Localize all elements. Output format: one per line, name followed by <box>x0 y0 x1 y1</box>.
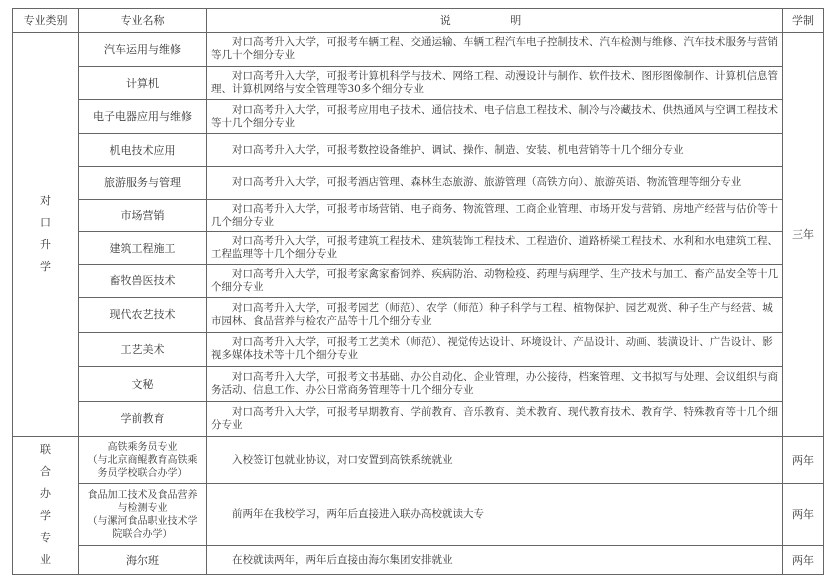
header-description: 说 明 <box>207 9 783 33</box>
years-cell: 两年 <box>783 436 824 483</box>
major-name-cell: 计算机 <box>79 66 207 100</box>
major-name-cell: 文秘 <box>79 367 207 402</box>
table-row <box>13 265 824 298</box>
major-description-cell: 对口高考升入大学，可报考市场营销、电子商务、物流管理、工商企业管理、市场开发与营销、房地产经营与估价等十几个细分专业 <box>207 199 783 232</box>
table-row <box>13 100 824 134</box>
major-description-cell: 对口高考升入大学，可报考早期教育、学前教育、音乐教育、美术教育、现代教育技术、教育学、特殊教育等十几个细分专业 <box>207 402 783 437</box>
table-row <box>13 436 824 483</box>
major-description-cell: 对口高考升入大学，可报考工艺美术（师范）、视觉传达设计、环境设计、产品设计、动画、装潢设计、广告设计、影视多媒体技术等十几个细分专业 <box>207 332 783 367</box>
table-row <box>13 232 824 265</box>
table-row <box>13 367 824 402</box>
major-name-cell: 工艺美术 <box>79 332 207 367</box>
table-row <box>13 402 824 437</box>
category-cell <box>13 436 79 574</box>
table-row <box>13 33 824 67</box>
major-name-cell: 畜牧兽医技术 <box>79 265 207 298</box>
major-name-cell: 旅游服务与管理 <box>79 166 207 199</box>
major-description-cell: 对口高考升入大学，可报考家禽家畜饲养、疾病防治、动物检疫、药理与病理学、生产技术与加工、畜产品安全等十几个细分专业 <box>207 265 783 298</box>
majors-table <box>12 8 824 575</box>
major-name-cell: 海尔班 <box>79 546 207 575</box>
major-description-cell: 对口高考升入大学，可报考应用电子技术、通信技术、电子信息工程技术、制冷与冷藏技术、供热通风与空调工程技术等十几个细分专业 <box>207 100 783 134</box>
major-name-cell: 高铁乘务员专业 （与北京商鲲教育高铁乘务员学校联合办学） <box>79 436 207 483</box>
category-label: 对口升学 <box>40 194 51 274</box>
table-row <box>13 166 824 199</box>
major-name-cell: 食品加工技术及食品营养与检测专业 （与漯河食品职业技术学院联合办学） <box>79 484 207 546</box>
table-row <box>13 66 824 100</box>
major-description-cell: 在校就读两年，两年后直接由海尔集团安排就业 <box>207 546 783 575</box>
table-row <box>13 546 824 575</box>
major-description-cell: 对口高考升入大学，可报考车辆工程、交通运输、车辆工程汽车电子控制技术、汽车检测与维修、汽车技术服务与营销等几十个细分专业 <box>207 33 783 67</box>
category-cell <box>13 33 79 437</box>
table-row <box>13 199 824 232</box>
major-name-cell: 汽车运用与维修 <box>79 33 207 67</box>
major-description-cell: 前两年在我校学习，两年后直接进入联办高校就读大专 <box>207 484 783 546</box>
category-label: 联合办学专业 <box>40 443 51 567</box>
major-description-cell: 对口高考升入大学，可报考酒店管理、森林生态旅游、旅游管理（高铁方向）、旅游英语、物流管理等细分专业 <box>207 166 783 199</box>
years-cell: 两年 <box>783 484 824 546</box>
table-row <box>13 297 824 332</box>
major-name-cell: 现代农艺技术 <box>79 297 207 332</box>
header-row <box>13 9 824 33</box>
major-name-cell: 机电技术应用 <box>79 134 207 167</box>
major-description-cell: 对口高考升入大学，可报考文书基础、办公自动化、企业管理，办公接待，档案管理、文书拟写与处理、会议组织与商务活动、信息工作、办公日常商务管理等十几个细分专业 <box>207 367 783 402</box>
years-cell: 两年 <box>783 546 824 575</box>
major-description-cell: 对口高考升入大学，可报考数控设备维护、调试、操作、制造、安装、机电营销等十几个细分专业 <box>207 134 783 167</box>
major-name-cell: 电子电器应用与维修 <box>79 100 207 134</box>
header-name: 专业名称 <box>79 9 207 33</box>
table-row <box>13 332 824 367</box>
header-category: 专业类别 <box>13 9 79 33</box>
major-name-cell: 学前教育 <box>79 402 207 437</box>
major-description-cell: 入校签订包就业协议，对口安置到高铁系统就业 <box>207 436 783 483</box>
major-name-cell: 建筑工程施工 <box>79 232 207 265</box>
major-description-cell: 对口高考升入大学，可报考计算机科学与技术、网络工程、动漫设计与制作、软件技术、图形图像制作、计算机信息管理、计算机网络与安全管理等30多个细分专业 <box>207 66 783 100</box>
major-description-cell: 对口高考升入大学，可报考园艺（师范）、农学（师范）种子科学与工程、植物保护、园艺观赏、种子生产与经营、城市园林、食品营养与检农产品等十几个细分专业 <box>207 297 783 332</box>
major-description-cell: 对口高考升入大学，可报考建筑工程技术、建筑装饰工程技术、工程造价、道路桥梁工程技术、水利和水电建筑工程、工程监理等十几个细分专业 <box>207 232 783 265</box>
table-row <box>13 484 824 546</box>
major-name-cell: 市场营销 <box>79 199 207 232</box>
header-years: 学制 <box>783 9 824 33</box>
table-row <box>13 134 824 167</box>
years-cell: 三年 <box>783 33 824 437</box>
